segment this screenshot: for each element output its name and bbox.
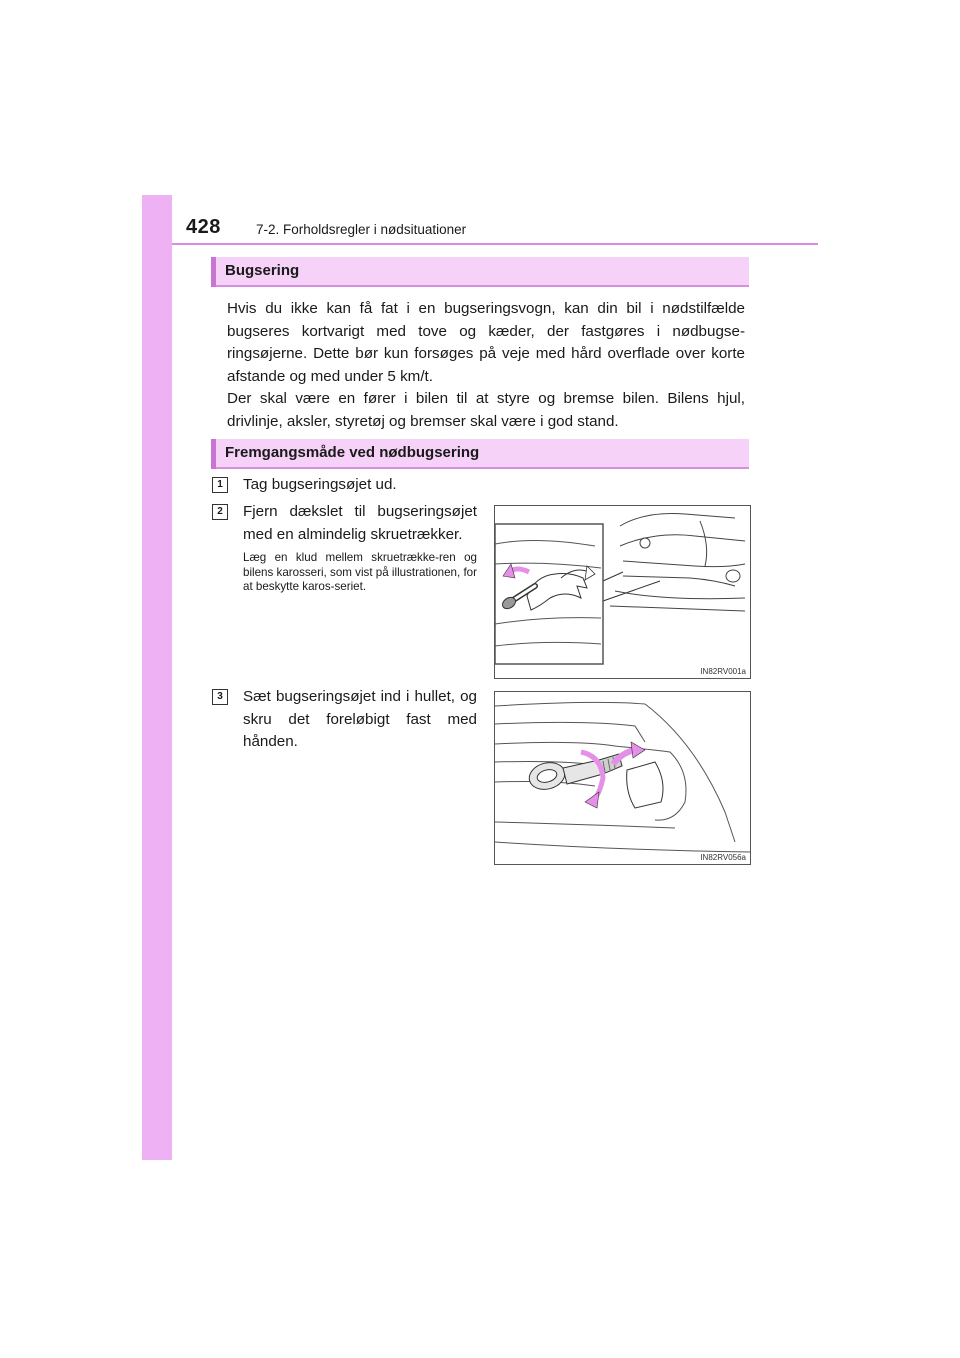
step-1-text: Tag bugseringsøjet ud. [243,476,397,493]
step-number-3: 3 [212,689,228,705]
heading-label: Bugsering [225,262,300,279]
heading-label: Fremgangsmåde ved nødbugsering [225,444,480,461]
heading-procedure [211,439,749,469]
step-number-1: 1 [212,477,228,493]
chapter-sidebar-tab [142,195,172,1160]
step-2-note: Læg en klud mellem skruetrække-ren og bilens karosseri, som vist på illustrationen, for at beskytte karos-seriet. [243,551,477,594]
page-number: 428 [186,216,221,238]
figure-remove-cover [494,505,751,679]
intro-text [227,298,745,434]
heading-accent [211,257,216,287]
illustration-screwdriver-cover [495,506,750,678]
section-title: 7-2. Forholdsregler i nødsituationer [256,222,467,237]
figure-code: IN82RV056a [700,853,746,862]
header-divider [172,243,818,245]
figure-insert-towing-eyelet [494,691,751,865]
figure-code: IN82RV001a [700,667,746,676]
step-2-text: Fjern dækslet til bugseringsøjet med en almindelig skruetrækker. [243,503,477,543]
illustration-towing-eyelet [495,692,750,864]
step-3-text: Sæt bugseringsøjet ind i hullet, og skru det foreløbigt fast med hånden. [243,688,477,751]
step-number-2: 2 [212,504,228,520]
intro-paragraph-1: Hvis du ikke kan få fat i en bugseringsvogn, kan din bil i nødstilfælde bugseres kortvarigt med tove og kæder, der fastgøres i nødbugse-ringsøjerne. Dette bør kun forsøges på veje med hård overflade over korte afstande og med under 5 km/t. [227,300,745,385]
heading-bugsering [211,257,749,287]
heading-accent [211,439,216,469]
intro-paragraph-2: Der skal være en fører i bilen til at styre og bremse bilen. Bilens hjul, drivlinje, aksler, styretøj og bremser skal være i god stand. [227,390,745,430]
